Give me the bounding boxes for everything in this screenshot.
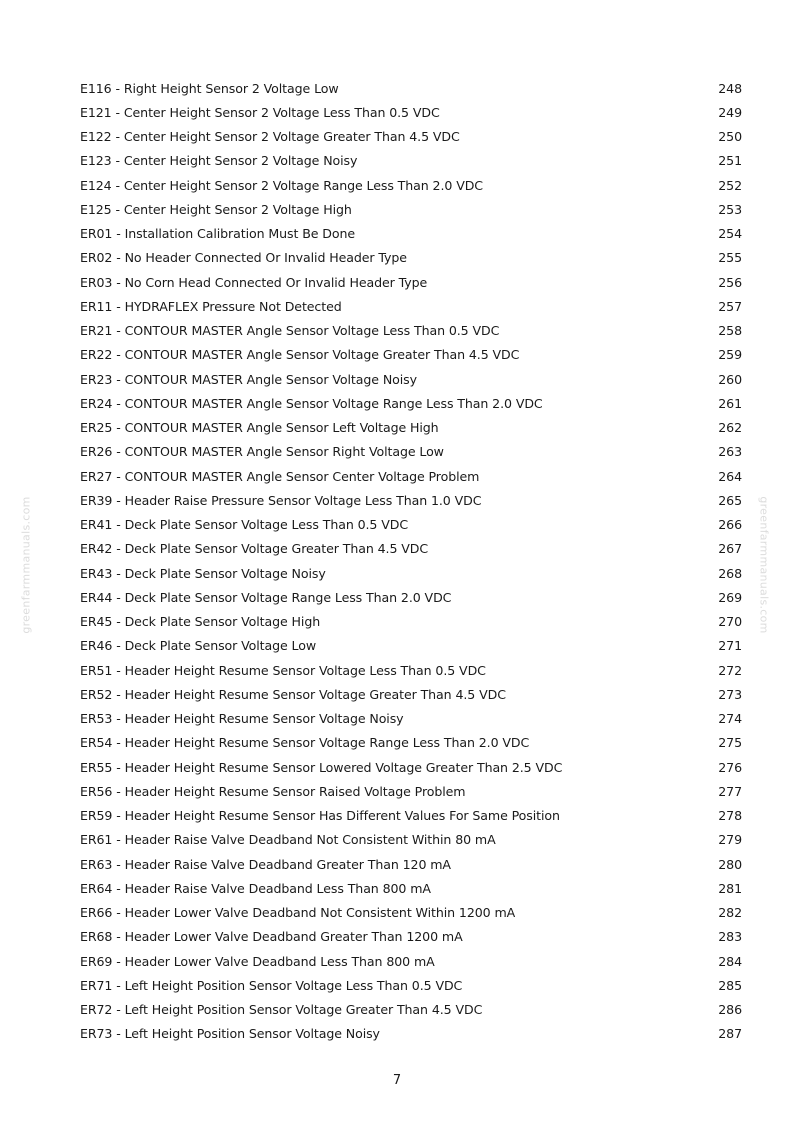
toc-entry[interactable] [80, 416, 742, 440]
toc-entry-page: 257 [718, 298, 742, 314]
toc-entry-page: 261 [718, 395, 742, 411]
toc-entry[interactable] [80, 537, 742, 561]
toc-entry-page: 264 [718, 468, 742, 484]
toc-entry-title: ER27 - CONTOUR MASTER Angle Sensor Center Voltage Problem [80, 468, 480, 484]
toc-entry[interactable] [80, 755, 742, 779]
toc-entry-title: ER21 - CONTOUR MASTER Angle Sensor Voltage Less Than 0.5 VDC [80, 323, 500, 339]
toc-entry-title: ER45 - Deck Plate Sensor Voltage High [80, 614, 321, 630]
toc-entry-title: ER24 - CONTOUR MASTER Angle Sensor Voltage Range Less Than 2.0 VDC [80, 395, 543, 411]
toc-entry-title: ER41 - Deck Plate Sensor Voltage Less Than 0.5 VDC [80, 517, 409, 533]
toc-entry-title: ER01 - Installation Calibration Must Be Done [80, 226, 356, 242]
toc-entry-title: ER54 - Header Height Resume Sensor Voltage Range Less Than 2.0 VDC [80, 735, 530, 751]
toc-entry[interactable] [80, 222, 742, 246]
toc-entry-page: 287 [718, 1026, 742, 1042]
toc-entry-page: 276 [718, 759, 742, 775]
toc-entry-page: 273 [718, 686, 742, 702]
toc-entry-page: 279 [718, 832, 742, 848]
toc-entry[interactable] [80, 246, 742, 270]
toc-entry-page: 268 [718, 565, 742, 581]
toc-entry[interactable] [80, 658, 742, 682]
toc-entry-page: 272 [718, 662, 742, 678]
page-number: 7 [392, 1073, 402, 1088]
toc-entry-title: ER22 - CONTOUR MASTER Angle Sensor Voltage Greater Than 4.5 VDC [80, 347, 520, 363]
toc-entry-page: 251 [718, 153, 742, 169]
toc-entry-title: ER02 - No Header Connected Or Invalid Header Type [80, 250, 407, 266]
toc-entry-page: 283 [718, 929, 742, 945]
toc-entry-page: 267 [718, 541, 742, 557]
toc-entry-page: 249 [718, 104, 742, 120]
toc-entry-page: 248 [718, 80, 742, 96]
toc-entry-page: 286 [718, 1002, 742, 1018]
toc-entry-title: ER53 - Header Height Resume Sensor Voltage Noisy [80, 711, 404, 727]
toc-entry[interactable] [80, 464, 742, 488]
toc-entry-page: 260 [718, 371, 742, 387]
toc-entry-page: 250 [718, 129, 742, 145]
toc-entry[interactable] [80, 852, 742, 876]
toc-entry-page: 269 [718, 589, 742, 605]
toc-entry[interactable] [80, 925, 742, 949]
toc-entry[interactable] [80, 76, 742, 100]
toc-entry[interactable] [80, 100, 742, 124]
toc-entry[interactable] [80, 319, 742, 343]
watermark-left: greenfarmmanuals.com [19, 496, 33, 634]
toc-entry-page: 258 [718, 323, 742, 339]
toc-entry-title: ER64 - Header Raise Valve Deadband Less Than 800 mA [80, 880, 431, 896]
toc-entry[interactable] [80, 634, 742, 658]
toc-entry[interactable] [80, 610, 742, 634]
toc-entry-title: ER61 - Header Raise Valve Deadband Not Consistent Within 80 mA [80, 832, 496, 848]
toc-entry[interactable] [80, 828, 742, 852]
toc-entry[interactable] [80, 197, 742, 221]
toc-entry-title: ER39 - Header Raise Pressure Sensor Voltage Less Than 1.0 VDC [80, 492, 482, 508]
toc-entry-page: 277 [718, 783, 742, 799]
toc-entry-title: ER68 - Header Lower Valve Deadband Greater Than 1200 mA [80, 929, 463, 945]
toc-entry-page: 281 [718, 880, 742, 896]
toc-entry[interactable] [80, 779, 742, 803]
toc-entry-title: E122 - Center Height Sensor 2 Voltage Greater Than 4.5 VDC [80, 129, 460, 145]
toc-entry-page: 284 [718, 953, 742, 969]
toc-entry-title: ER23 - CONTOUR MASTER Angle Sensor Voltage Noisy [80, 371, 417, 387]
toc-entry-title: E124 - Center Height Sensor 2 Voltage Range Less Than 2.0 VDC [80, 177, 483, 193]
toc-entry-title: ER73 - Left Height Position Sensor Voltage Noisy [80, 1026, 380, 1042]
toc-entry[interactable] [80, 149, 742, 173]
toc-entry[interactable] [80, 561, 742, 585]
toc-entry[interactable] [80, 901, 742, 925]
toc-entry-title: ER11 - HYDRAFLEX Pressure Not Detected [80, 298, 342, 314]
toc-entry[interactable] [80, 513, 742, 537]
toc-entry[interactable] [80, 707, 742, 731]
toc-entry-title: E125 - Center Height Sensor 2 Voltage High [80, 201, 352, 217]
watermark-right: greenfarmmanuals.com [757, 496, 771, 634]
toc-entry[interactable] [80, 998, 742, 1022]
toc-entry[interactable] [80, 270, 742, 294]
toc-entry-title: ER03 - No Corn Head Connected Or Invalid Header Type [80, 274, 428, 290]
toc-entry-title: ER55 - Header Height Resume Sensor Lowered Voltage Greater Than 2.5 VDC [80, 759, 563, 775]
toc-entry[interactable] [80, 440, 742, 464]
toc-entry-page: 263 [718, 444, 742, 460]
toc-entry-page: 262 [718, 420, 742, 436]
toc-entry[interactable] [80, 585, 742, 609]
toc-entry-title: ER71 - Left Height Position Sensor Voltage Less Than 0.5 VDC [80, 977, 463, 993]
toc-entry-title: ER26 - CONTOUR MASTER Angle Sensor Right Voltage Low [80, 444, 444, 460]
toc-entry-title: ER69 - Header Lower Valve Deadband Less Than 800 mA [80, 953, 435, 969]
toc-entry[interactable] [80, 949, 742, 973]
toc-entry-page: 285 [718, 977, 742, 993]
toc-entry-title: ER42 - Deck Plate Sensor Voltage Greater Than 4.5 VDC [80, 541, 429, 557]
toc-entry-title: E121 - Center Height Sensor 2 Voltage Less Than 0.5 VDC [80, 104, 440, 120]
toc-entry-title: ER51 - Header Height Resume Sensor Voltage Less Than 0.5 VDC [80, 662, 486, 678]
toc-entry-title: E116 - Right Height Sensor 2 Voltage Low [80, 80, 339, 96]
toc-entry[interactable] [80, 876, 742, 900]
toc-entry-page: 278 [718, 808, 742, 824]
toc-entry-page: 280 [718, 856, 742, 872]
toc-entry-title: ER46 - Deck Plate Sensor Voltage Low [80, 638, 317, 654]
toc-entry-page: 266 [718, 517, 742, 533]
toc-entry[interactable] [80, 1022, 742, 1046]
toc-entry-title: ER59 - Header Height Resume Sensor Has Different Values For Same Position [80, 808, 560, 824]
toc-entry-title: ER52 - Header Height Resume Sensor Voltage Greater Than 4.5 VDC [80, 686, 506, 702]
toc-entry-page: 282 [718, 905, 742, 921]
toc-entry-page: 252 [718, 177, 742, 193]
toc-entry[interactable] [80, 173, 742, 197]
toc-entry-page: 256 [718, 274, 742, 290]
toc-entry-page: 255 [718, 250, 742, 266]
toc-entry[interactable] [80, 343, 742, 367]
toc-entry-page: 270 [718, 614, 742, 630]
toc-entry-title: ER25 - CONTOUR MASTER Angle Sensor Left Voltage High [80, 420, 439, 436]
toc-entry-title: ER56 - Header Height Resume Sensor Raised Voltage Problem [80, 783, 466, 799]
toc-entry[interactable] [80, 125, 742, 149]
toc-entry[interactable] [80, 294, 742, 318]
toc-entry[interactable] [80, 973, 742, 997]
toc-entry-title: ER66 - Header Lower Valve Deadband Not Consistent Within 1200 mA [80, 905, 516, 921]
toc-entry[interactable] [80, 391, 742, 415]
toc-entry-title: ER43 - Deck Plate Sensor Voltage Noisy [80, 565, 326, 581]
toc-entry-title: ER44 - Deck Plate Sensor Voltage Range Less Than 2.0 VDC [80, 589, 452, 605]
toc-entry-page: 253 [718, 201, 742, 217]
toc-entry[interactable] [80, 367, 742, 391]
toc-entry[interactable] [80, 731, 742, 755]
toc-entry-page: 265 [718, 492, 742, 508]
toc-entry-page: 254 [718, 226, 742, 242]
toc-entry[interactable] [80, 488, 742, 512]
table-of-contents [80, 76, 742, 1046]
toc-entry-title: ER63 - Header Raise Valve Deadband Greater Than 120 mA [80, 856, 451, 872]
toc-entry-title: ER72 - Left Height Position Sensor Voltage Greater Than 4.5 VDC [80, 1002, 483, 1018]
toc-entry-page: 271 [718, 638, 742, 654]
toc-entry-title: E123 - Center Height Sensor 2 Voltage Noisy [80, 153, 358, 169]
toc-entry-page: 259 [718, 347, 742, 363]
toc-entry[interactable] [80, 804, 742, 828]
toc-entry-page: 275 [718, 735, 742, 751]
toc-entry[interactable] [80, 682, 742, 706]
toc-entry-page: 274 [718, 711, 742, 727]
